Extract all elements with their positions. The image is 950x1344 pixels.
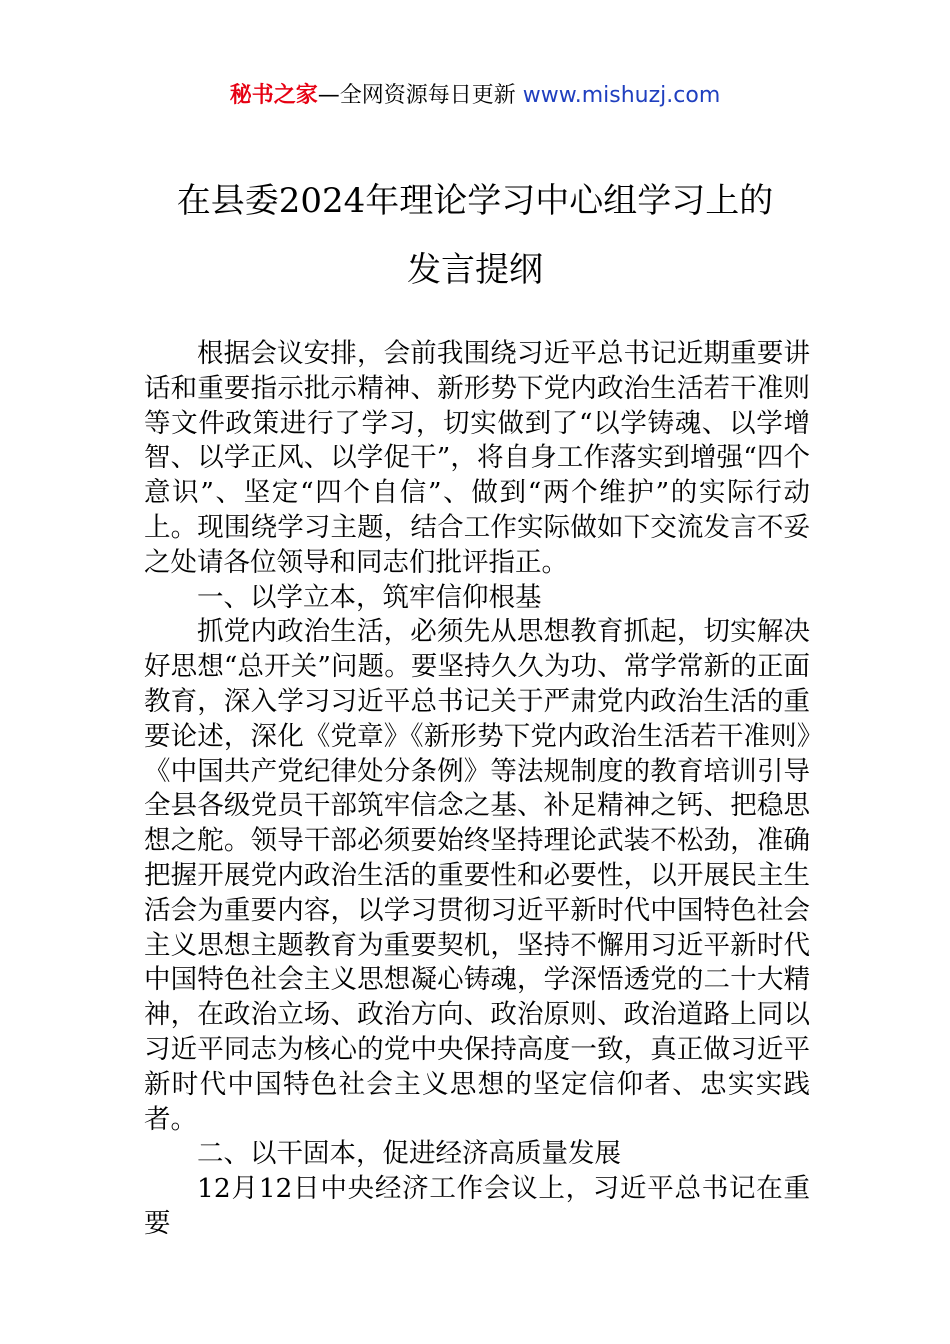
document-title-line-2: 发言提纲 [407,250,543,290]
document-body [144,337,810,1242]
intro-paragraph: 根据会议安排，会前我围绕习近平总书记近期重要讲话和重要指示批示精神、新形势下党内政治生活若干准则等文件政策进行了学习，切实做到了“以学铸魂、以学增智、以学正风、以学促干”，将自身工作落实到增强“四个意识”、坚定“四个自信”、做到“两个维护”的实际行动上。现围绕学习主题，结合工作实际做如下交流发言不妥之处请各位领导和同志们批评指正。 [144,338,810,578]
site-tagline: —全网资源每日更新 [317,83,523,108]
site-header [0,80,950,112]
site-url-link[interactable]: www.mishuzj.com [522,83,721,108]
section-heading-1: 一、以学立本，筑牢信仰根基 [197,581,542,613]
section-heading-2: 二、以干固本，促进经济高质量发展 [197,1138,621,1170]
document-title-line-1: 在县委2024年理论学习中心组学习上的 [176,181,774,221]
site-brand: 秘书之家 [229,83,318,108]
section-2-paragraph: 12月12日中央经济工作会议上，习近平总书记在重要 [144,1173,810,1239]
section-1-paragraph: 抓党内政治生活，必须先从思想教育抓起，切实解决好思想“总开关”问题。要坚持久久为功、常学常新的正面教育，深入学习习近平总书记关于严肃党内政治生活的重要论述，深化《党章》《新形势下党内政治生活若干准则》《中国共产党纪律处分条例》等法规制度的教育培训引导全县各级党员干部筑牢信念之基、补足精神之钙、把稳思想之舵。领导干部必须要始终坚持理论武装不松劲，准确把握开展党内政治生活的重要性和必要性，以开展民主生活会为重要内容，以学习贯彻习近平新时代中国特色社会主义思想主题教育为重要契机，坚持不懈用习近平新时代中国特色社会主义思想凝心铸魂，学深悟透党的二十大精神，在政治立场、政治方向、政治原则、政治道路上同以习近平同志为核心的党中央保持高度一致，真正做习近平新时代中国特色社会主义思想的坚定信仰者、忠实实践者。 [144,616,810,1135]
